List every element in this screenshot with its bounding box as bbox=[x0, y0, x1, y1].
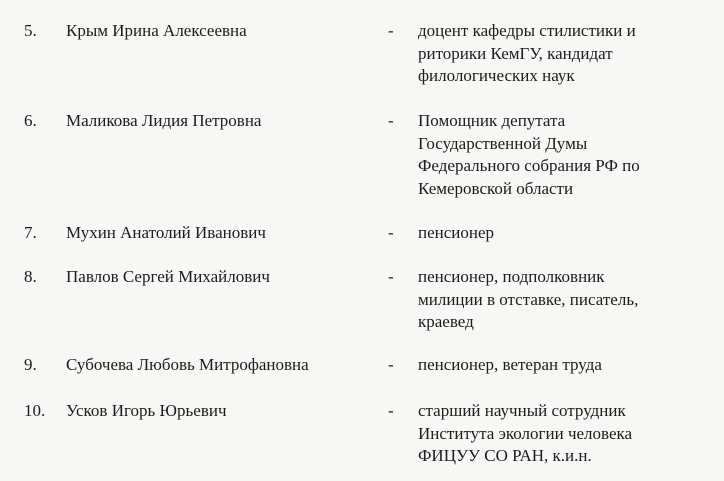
item-number: 8. bbox=[24, 267, 37, 286]
description-line: Кемеровской области bbox=[418, 178, 574, 198]
description-line: пенсионер, подполковник bbox=[418, 267, 605, 286]
description-line: доцент кафедры стилистики и bbox=[418, 21, 636, 40]
person-name: Крым Ирина Алексеевна bbox=[66, 21, 247, 40]
person-description bbox=[418, 222, 718, 245]
description-line: Института экологии человека bbox=[418, 423, 633, 443]
description-line: Федерального собрания РФ по bbox=[418, 156, 640, 175]
item-number: 5. bbox=[24, 21, 37, 40]
separator-dash: - bbox=[388, 355, 394, 374]
person-description bbox=[418, 400, 718, 468]
separator-dash: - bbox=[388, 267, 394, 286]
description-line: Государственной Думы bbox=[418, 133, 588, 153]
item-number: 9. bbox=[24, 355, 37, 374]
description-line: ФИЦУУ СО РАН, к.и.н. bbox=[418, 446, 592, 465]
person-name: Маликова Лидия Петровна bbox=[66, 111, 262, 130]
separator-dash: - bbox=[388, 21, 394, 40]
description-line: Помощник депутата bbox=[418, 111, 566, 130]
description-line: милиции в отставке, писатель, bbox=[418, 289, 639, 309]
description-line: старший научный сотрудник bbox=[418, 401, 626, 420]
item-number: 7. bbox=[24, 223, 37, 242]
description-line: риторики КемГУ, кандидат bbox=[418, 43, 613, 63]
person-description bbox=[418, 110, 718, 200]
separator-dash: - bbox=[388, 401, 394, 420]
description-line: пенсионер bbox=[418, 223, 495, 242]
person-description bbox=[418, 266, 718, 334]
person-description bbox=[418, 354, 718, 377]
item-number: 6. bbox=[24, 111, 37, 130]
person-name: Мухин Анатолий Иванович bbox=[66, 223, 266, 242]
person-name: Усков Игорь Юрьевич bbox=[66, 401, 227, 420]
description-line: краевед bbox=[418, 312, 474, 331]
person-description bbox=[418, 20, 718, 88]
separator-dash: - bbox=[388, 111, 394, 130]
description-line: пенсионер, ветеран труда bbox=[418, 355, 602, 374]
separator-dash: - bbox=[388, 223, 394, 242]
item-number: 10. bbox=[24, 401, 46, 420]
description-line: филологических наук bbox=[418, 66, 575, 85]
person-name: Павлов Сергей Михайлович bbox=[66, 267, 270, 286]
person-name: Субочева Любовь Митрофановна bbox=[66, 355, 309, 374]
